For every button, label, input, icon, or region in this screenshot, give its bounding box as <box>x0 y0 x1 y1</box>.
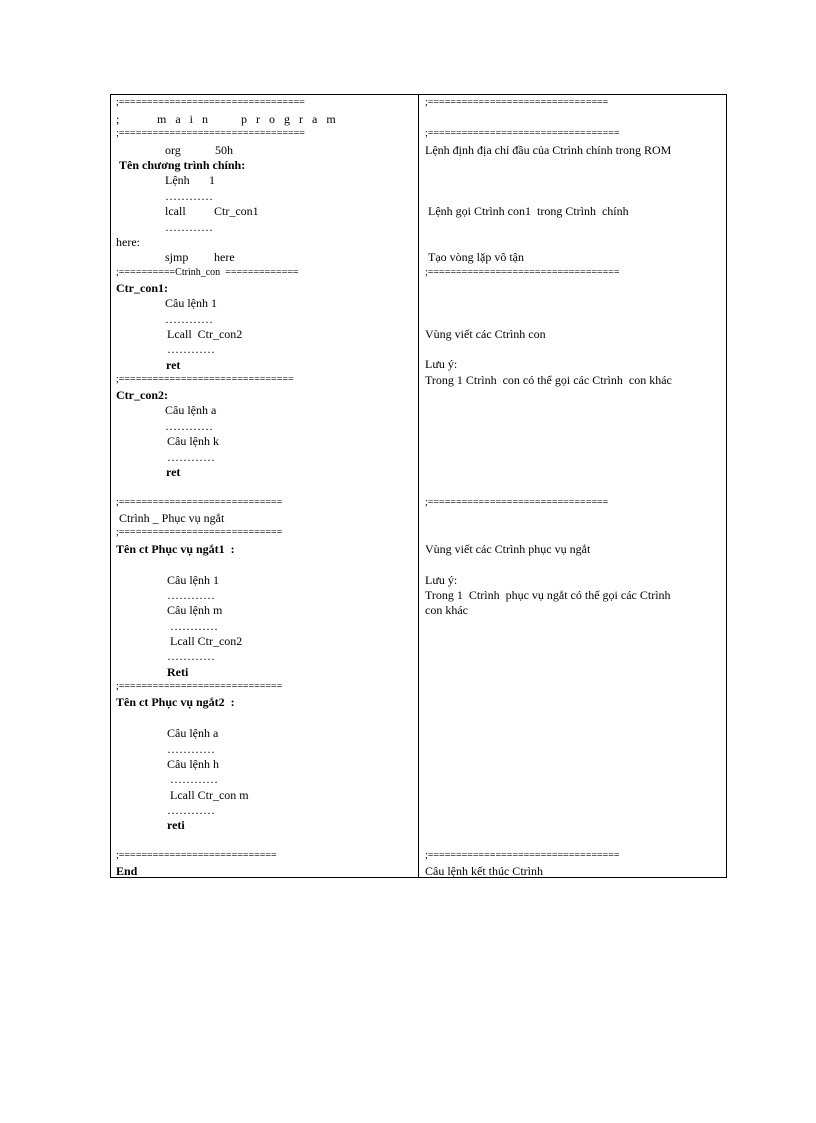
code-line: Câu lệnh 1 <box>165 296 217 310</box>
comment-text: Vùng viết các Ctrình con <box>425 327 546 341</box>
ellipsis-line: ………… <box>165 220 213 234</box>
ellipsis-line: ………… <box>165 189 213 203</box>
section-label: Ctr_con2: <box>116 388 168 402</box>
code-keyword: Reti <box>167 665 189 679</box>
section-label: Tên ct Phục vụ ngắt2 : <box>116 695 235 709</box>
ellipsis-line: ………… <box>165 312 213 326</box>
code-keyword: reti <box>167 818 185 832</box>
code-operand: 50h <box>215 143 233 157</box>
section-label: Tên ct Phục vụ ngắt1 : <box>116 542 235 556</box>
comment-text: Vùng viết các Ctrình phục vụ ngắt <box>425 542 591 556</box>
separator-line: ;==========Ctrình_con ============= <box>116 267 299 278</box>
separator-line: ;============================= <box>116 497 283 508</box>
separator-line: ;================================== <box>425 267 620 278</box>
column-divider <box>418 94 419 878</box>
code-operand: Ctr_con1 <box>214 204 259 218</box>
code-keyword: ret <box>166 358 181 372</box>
section-label: Ctr_con1: <box>116 281 168 295</box>
code-keyword: ret <box>166 465 181 479</box>
ellipsis-line: ………… <box>167 588 215 602</box>
comment-marker: ; <box>116 112 120 126</box>
code-mnemonic: sjmp <box>165 250 189 264</box>
note-label: Lưu ý: <box>425 357 458 371</box>
code-operand: 1 <box>209 173 215 187</box>
code-line: Lcall Ctr_con2 <box>170 634 243 648</box>
separator-line: ;================================== <box>425 128 620 139</box>
comment-text: Trong 1 Ctrình phục vụ ngắt có thể gọi các Ctrình <box>425 588 671 602</box>
comment-text: con khác <box>425 603 468 617</box>
separator-line: ;============================= <box>116 681 283 692</box>
section-label: Tên chương trình chính: <box>119 158 246 172</box>
ellipsis-line: ………… <box>167 649 215 663</box>
comment-text: Lệnh định địa chỉ đầu của Ctrình chính trong ROM <box>425 143 672 157</box>
separator-line: ;================================ <box>425 97 609 108</box>
comment-text: Lệnh gọi Ctrình con1 trong Ctrình chính <box>428 204 629 218</box>
ellipsis-line: ………… <box>170 772 218 786</box>
code-mnemonic: org <box>165 143 181 157</box>
code-mnemonic: lcall <box>165 204 186 218</box>
separator-line: ;=============================== <box>116 374 294 385</box>
ellipsis-line: ………… <box>167 803 215 817</box>
separator-line: ;============================= <box>116 527 283 538</box>
note-label: Lưu ý: <box>425 573 458 587</box>
code-line: Câu lệnh a <box>165 403 217 417</box>
code-line: Câu lệnh 1 <box>167 573 219 587</box>
section-heading: Ctrình _ Phục vụ ngắt <box>119 511 225 525</box>
code-line: Lcall Ctr_con m <box>170 788 249 802</box>
separator-line: ;================================ <box>425 497 609 508</box>
comment-text: Câu lệnh kết thúc Ctrình <box>425 864 543 878</box>
ellipsis-line: ………… <box>167 450 215 464</box>
ellipsis-line: ………… <box>167 742 215 756</box>
separator-line: ;================================== <box>425 850 620 861</box>
comment-text: Tạo vòng lặp vô tận <box>428 250 524 264</box>
ellipsis-line: ………… <box>165 419 213 433</box>
separator-line: ;============================ <box>116 850 277 861</box>
separator-line: ;================================= <box>116 97 305 108</box>
code-line: Câu lệnh h <box>167 757 219 771</box>
code-keyword: End <box>116 864 138 878</box>
main-program-heading: m a i n p r o g r a m <box>157 112 339 126</box>
separator-line: ;================================= <box>116 128 305 139</box>
code-line: Câu lệnh a <box>167 726 219 740</box>
code-mnemonic: Lệnh <box>165 173 190 187</box>
code-label: here: <box>116 235 140 249</box>
code-operand: here <box>214 250 235 264</box>
code-line: Lcall Ctr_con2 <box>167 327 243 341</box>
code-line: Câu lệnh k <box>167 434 219 448</box>
ellipsis-line: ………… <box>167 342 215 356</box>
ellipsis-line: ………… <box>170 619 218 633</box>
comment-text: Trong 1 Ctrình con có thể gọi các Ctrình con khác <box>425 373 672 387</box>
code-line: Câu lệnh m <box>167 603 223 617</box>
